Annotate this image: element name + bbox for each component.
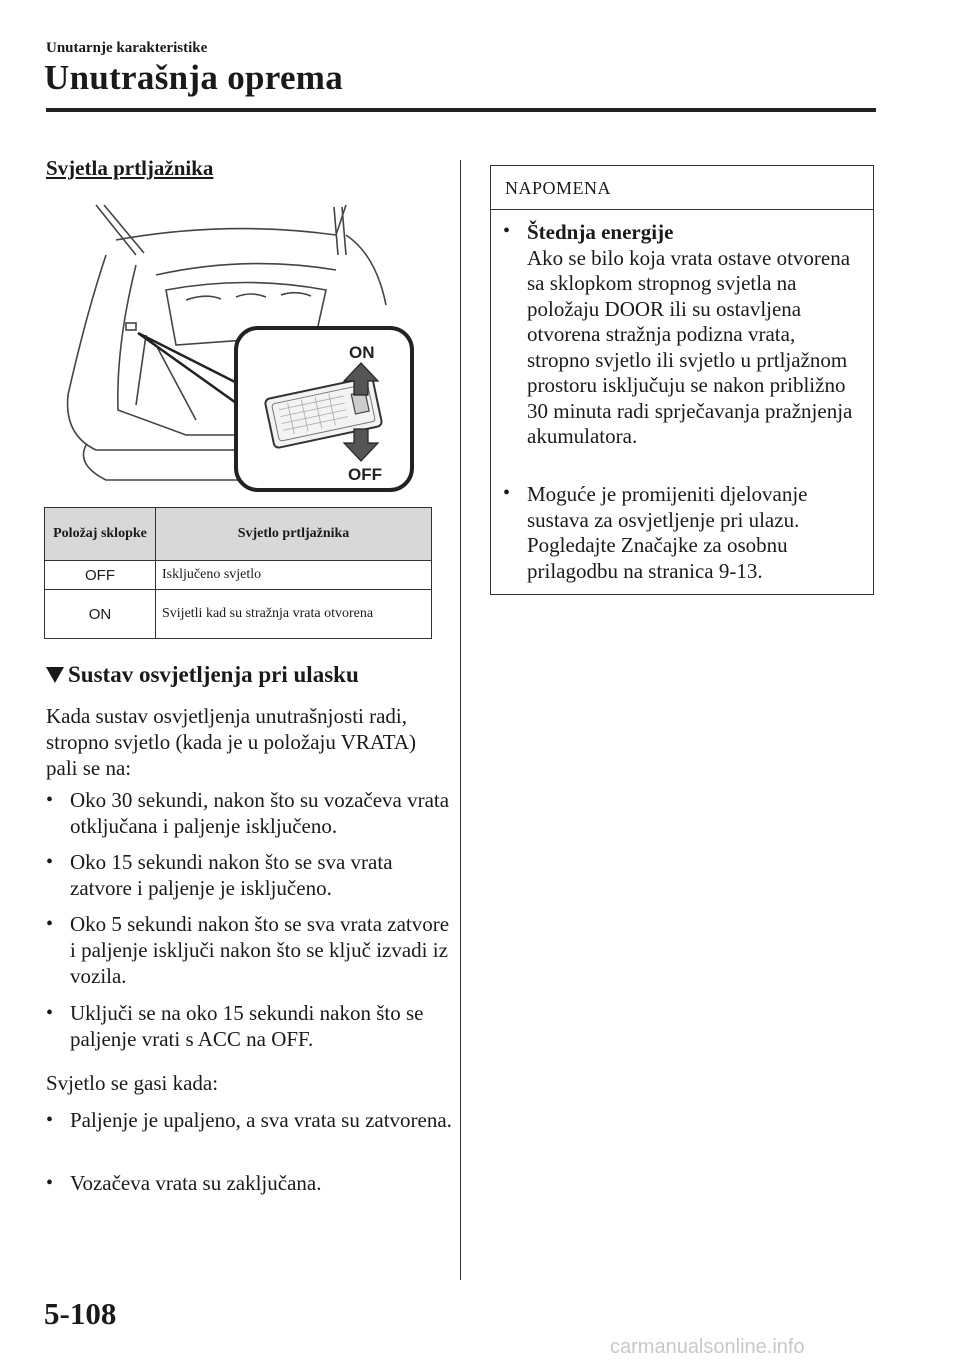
trunk-light-illustration [46, 195, 432, 495]
off-label: OFF [348, 465, 382, 484]
list-item [46, 1170, 456, 1196]
bullet-icon: • [503, 482, 511, 504]
bullet-icon: • [46, 851, 54, 873]
bullet-icon: • [46, 1109, 54, 1131]
note-title: NAPOMENA [491, 166, 873, 210]
bullet-icon: • [46, 913, 54, 935]
list-item [46, 1107, 456, 1133]
section-heading-text: Sustav osvjetljenja pri ulasku [68, 662, 359, 687]
table-cell-position: OFF [45, 561, 156, 590]
list-item-text: Vozačeva vrata su zaključana. [70, 1171, 322, 1195]
bullet-icon: • [46, 1002, 54, 1024]
table-header-light: Svjetlo prtljažnika [156, 508, 432, 561]
column-divider [460, 160, 461, 1280]
on-label: ON [349, 343, 375, 362]
list-item [46, 911, 456, 989]
list-item-text: Paljenje je upaljeno, a sva vrata su zatvorena. [70, 1108, 452, 1132]
subsection-title: Svjetla prtljažnika [46, 156, 214, 180]
page-title: Unutrašnja oprema [44, 58, 344, 97]
page-number: 5-108 [44, 1296, 117, 1331]
list-item-text: Oko 30 sekundi, nakon što su vozačeva vrata otključana i paljenje isključeno. [70, 788, 450, 838]
note-item-text: Ako se bilo koja vrata ostave otvorena sa sklopkom stropnog svjetla na položaju DOOR ili su ostavljena otvorena stražnja podizna vrata, stropno svjetlo ili svjetlo u prtljažnom prostoru isključuju se nakon približno 30 minuta radi sprječavanja pražnjenja akumulatora. [527, 245, 853, 448]
section-heading [46, 662, 359, 688]
table-header-position: Položaj sklopke [45, 508, 156, 561]
triangle-marker-icon [46, 667, 64, 683]
note-item [503, 220, 863, 450]
table-row [45, 561, 432, 590]
note-item-text: Moguće je promijeniti djelovanje sustava za osvjetljenje pri ulazu. Pogledajte Značajke za osobnu prilagodbu na stranica 9-13. [527, 482, 808, 583]
list-item [46, 1000, 456, 1052]
table-cell-description: Svijetli kad su stražnja vrata otvorena [156, 590, 432, 639]
list-item-text: Oko 5 sekundi nakon što se sva vrata zatvore i paljenje isključi nakon što se ključ izvadi iz vozila. [70, 912, 450, 988]
intro-paragraph: Kada sustav osvjetljenja unutrašnjosti radi, stropno svjetlo (kada je u položaju VRATA) pali se na: [46, 704, 417, 780]
switch-table [44, 507, 432, 639]
list-item [46, 849, 456, 901]
note-box [490, 165, 874, 595]
watermark: carmanualsonline.info [610, 1336, 805, 1358]
table-cell-position: ON [45, 590, 156, 639]
bullet-icon: • [46, 789, 54, 811]
note-item [503, 482, 863, 584]
list-item [46, 787, 456, 839]
section-label: Unutarnje karakteristike [46, 40, 208, 56]
table-row [45, 590, 432, 639]
note-item-title: Štednja energije [527, 220, 674, 244]
off-intro: Svjetlo se gasi kada: [46, 1071, 219, 1095]
list-item-text: Uključi se na oko 15 sekundi nakon što se paljenje vrati s ACC na OFF. [70, 1001, 424, 1051]
table-cell-description: Isključeno svjetlo [156, 561, 432, 590]
list-item-text: Oko 15 sekundi nakon što se sva vrata zatvore i paljenje je isključeno. [70, 850, 393, 900]
bullet-icon: • [46, 1172, 54, 1194]
title-rule [46, 108, 876, 112]
bullet-icon: • [503, 220, 511, 242]
